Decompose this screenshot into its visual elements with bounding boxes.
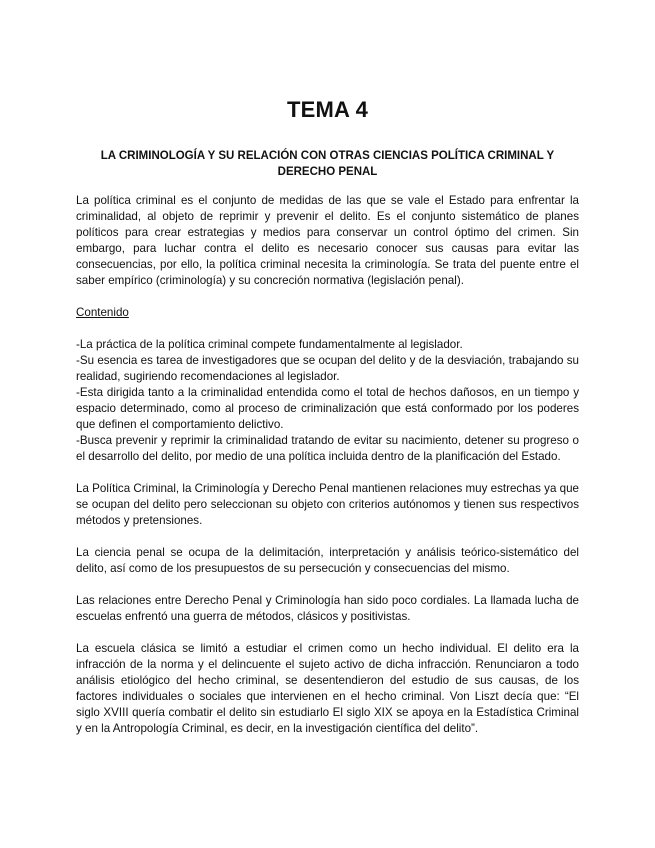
contenido-item: -Su esencia es tarea de investigadores que se ocupan del delito y de la desviación, trabajando su realidad, sugiriendo recomendaciones al legislador.: [76, 354, 579, 383]
body-paragraph: La ciencia penal se ocupa de la delimitación, interpretación y análisis teórico-sistemático del delito, así como de los presupuestos de su persecución y consecuencias del mismo.: [76, 546, 579, 575]
page-title: TEMA 4: [286, 97, 369, 122]
body-paragraph: La escuela clásica se limitó a estudiar el crimen como un hecho individual. El delito era la infracción de la norma y el delincuente el sujeto activo de dicha infracción. Renunciaron a todo análisis etiológico del hecho criminal, se desentendieron del estudio de sus causas, de los factores individuales o sociales que intervienen en el hecho criminal. Von Liszt decía que: “El siglo XVIII quería combatir el delito sin estudiarlo El siglo XIX se apoya en la Estadística Criminal y en la Antropología Criminal, es decir, en la investigación científica del delito”.: [76, 642, 579, 735]
contenido-heading: [76, 305, 579, 321]
body-paragraph: La Política Criminal, la Criminología y Derecho Penal mantienen relaciones muy estrechas ya que se ocupan del delito pero seleccionan su objeto con criterios autónomos y tienen sus respectivos métodos y pretensiones.: [76, 482, 579, 527]
page-subtitle: LA CRIMINOLOGÍA Y SU RELACIÓN CON OTRAS CIENCIAS POLÍTICA CRIMINAL Y DERECHO PENAL: [100, 150, 555, 178]
contenido-item: -Busca prevenir y reprimir la criminalidad tratando de evitar su nacimiento, detener su progreso o el desarrollo del delito, por medio de una política incluida dentro de la planificación del Estado.: [76, 434, 579, 463]
contenido-heading-text: Contenido: [76, 306, 129, 319]
intro-paragraph: La política criminal es el conjunto de medidas de las que se vale el Estado para enfrentar la criminalidad, al objeto de reprimir y prevenir el delito. Es el conjunto sistemático de planes políticos para crear estrategias y medios para conservar un control óptimo del crimen. Sin embargo, para luchar contra el delito es necesario conocer sus causas para evitar las consecuencias, por ello, la política criminal necesita la criminología. Se trata del puente entre el saber empírico (criminología) y su concreción normativa (legislación penal).: [76, 194, 579, 287]
document-body: [76, 193, 579, 753]
body-paragraph: Las relaciones entre Derecho Penal y Criminología han sido poco cordiales. La llamada lucha de escuelas enfrentó una guerra de métodos, clásicos y positivistas.: [76, 594, 579, 623]
contenido-item: -La práctica de la política criminal compete fundamentalmente al legislador.: [76, 338, 463, 351]
contenido-item: -Esta dirigida tanto a la criminalidad entendida como el total de hechos dañosos, en un tiempo y espacio determinado, como al proceso de criminalización que está conformado por los poderes que definen el comportamiento delictivo.: [76, 386, 579, 431]
